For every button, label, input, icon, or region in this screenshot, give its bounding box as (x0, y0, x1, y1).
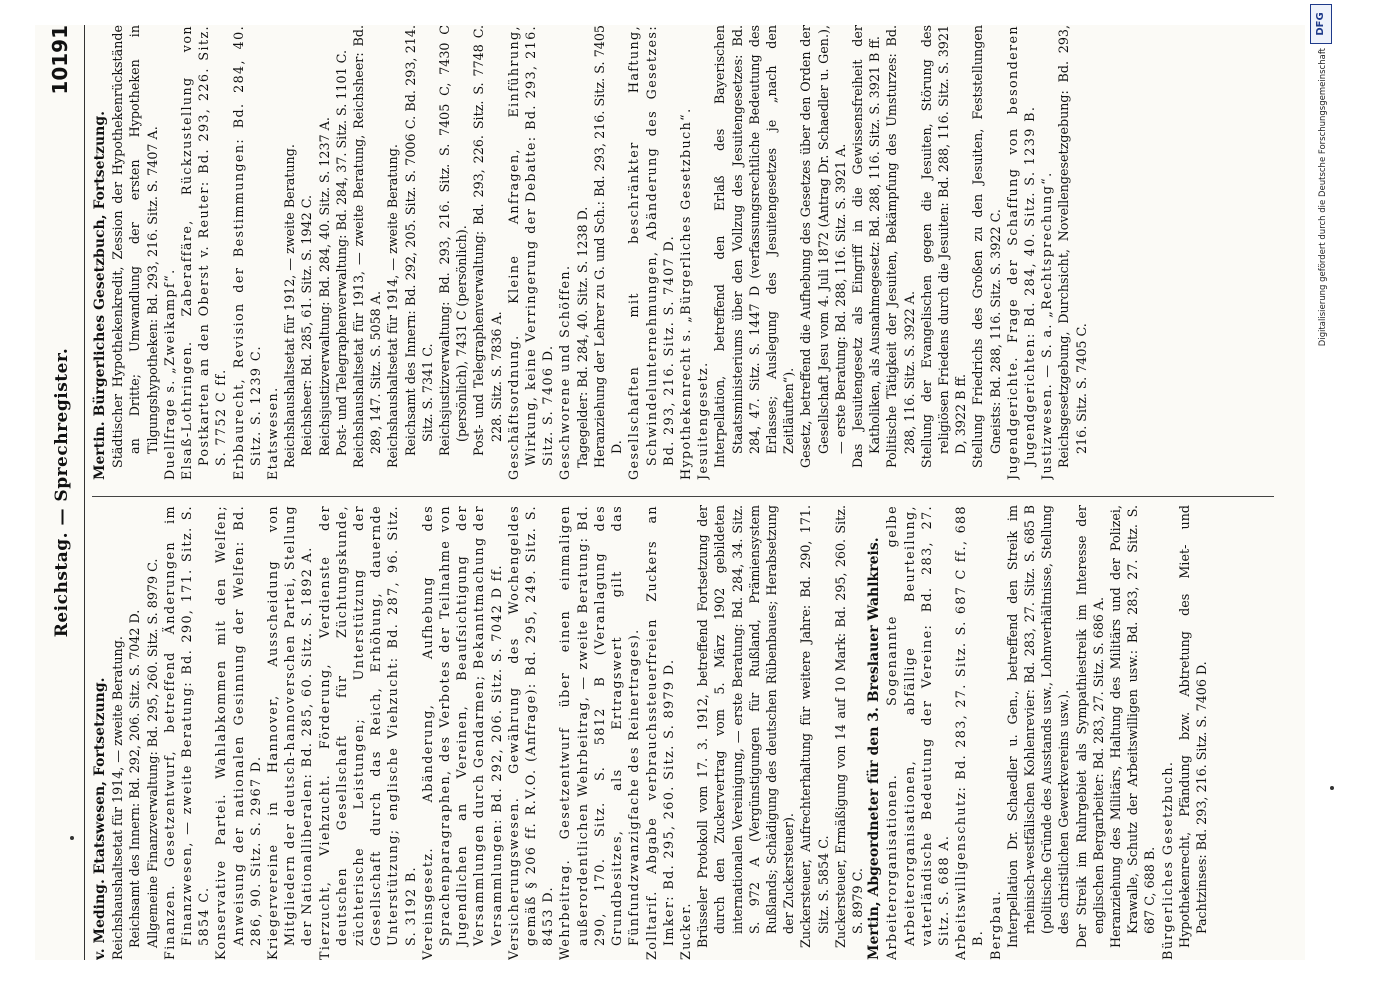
register-entry (883, 505, 952, 960)
entry-text: Zucker. (677, 902, 693, 960)
register-entry (109, 25, 161, 480)
register-entry (264, 505, 316, 960)
register-entry (1159, 505, 1176, 960)
register-entry (711, 25, 797, 480)
entry-text: Reichshaushaltsetat für 1914, — zweite Beratung. (385, 144, 401, 468)
register-entry (969, 25, 1003, 480)
entry-text: Reichshaushaltsetat für 1914, — zweite Beratung. (110, 636, 126, 960)
register-entry (677, 25, 694, 480)
entry-text: Bergbau. (987, 889, 1003, 960)
entry-text: Etatswesen. (265, 386, 281, 480)
entry-text: Elsaß-Lothringen. Zaberaffäre, Rückzustellung von Postkarten an den Oberst v. Reuter: Bd. 293, 226. Sitz. S. 7752 C ff. (179, 25, 229, 480)
entry-text: Reichsamt des Innern: Bd. 292, 205. Sitz. S. 7006 C. Bd. 293, 214. Sitz. S. 7341 C. (402, 25, 435, 456)
entry-text: Jugendgerichte. Frage der Schaffung von besonderen Jugendgerichten: Bd. 284, 40. Sitz. S. 1239 B. (1004, 25, 1037, 480)
entry-text: Duellfrage s. „Zweikampf“. (161, 268, 177, 480)
register-entry (643, 505, 677, 960)
register-entry (556, 505, 642, 960)
register-entry (316, 505, 419, 960)
entry-text: Finanzen. Gesetzentwurf, betreffend Änderungen im Finanzwesen, — zweite Beratung: Bd. 290, 171. Sitz. S. 5854 C. (161, 505, 212, 960)
register-entry (92, 25, 109, 480)
entry-text: Zuckersteuer, Aufrechterhaltung für weitere Jahre: Bd. 290, 171. Sitz. S. 5854 C. (798, 505, 831, 948)
register-entry (230, 25, 264, 480)
register-entry (1038, 25, 1055, 480)
entry-text: Versicherungswesen. Gewährung des Wochengeldes gemäß § 206 ff. R.V.O. (Anfrage): Bd. 295, 249. Sitz. S. 8453 D. (505, 505, 556, 960)
entry-text: Brüsseler Protokoll vom 17. 3. 1912, betreffend Fortsetzung der durch den Zuckervertrag vom 5. März 1902 gebildeten internationalen Vereinigung, — erste Beratung: Bd. 284, 34. Sitz. S. 972 A (Vergünstigungen für Rußland, Prämiensystem Rußlands; Schädigung des deutschen Rübenbaues; Herabsetzung der Zuckersteuer). (695, 505, 797, 948)
entry-text: Post- und Telegraphenverwaltung: Bd. 293, 226. Sitz. S. 7748 C. 228. Sitz. S. 7836 A. (471, 25, 504, 456)
register-entry (556, 25, 573, 480)
entry-text: Der Streik im Ruhrgebiet als Sympathiestreik im Interesse der englischen Bergarbeiter: Bd. 283, 27. Sitz. S. 686 A. (1073, 505, 1106, 948)
entry-text: Geschäftsordnung. Kleine Anfragen, Einführung, Wirkung, keine Verringerung der Debatte: Bd. 293, 216. Sitz. S. 7406 D. (505, 25, 556, 480)
entry-text: Interpellation, betreffend den Erlaß des Bayerischen Staatsministeriums über den Vollzug des Jesuitengesetzes: Bd. 284, 47. Sitz. S. 1447 D (verfassungsrechtliche Bedeutung des Erlasses; Auslegung des Jesuitengesetzes je „nach den Zeitläuften“). (712, 25, 797, 468)
register-entry (126, 505, 143, 960)
register-entry (694, 505, 797, 960)
entry-text: Jesuitengesetz. (695, 361, 711, 480)
register-entry (333, 25, 350, 480)
register-entry (797, 25, 849, 480)
entry-text: Gesetz, betreffend die Aufhebung des Gesetzes über den Orden der Gesellschaft Jesu vom 4. Juli 1872 (Antrag Dr. Schaedler u. Gen.), — erste Beratung: Bd. 288, 116. Sitz. S. 3921 A. (798, 25, 848, 468)
register-entry (866, 505, 883, 960)
entry-text: Hypothekenrecht, Pfändung bzw. Abtretung des Miet- und Pachtzinses: Bd. 293, 216. Sitz. S. 7406 D. (1176, 505, 1209, 948)
register-entry (161, 505, 213, 960)
entry-text: Geschworene und Schöffen. (557, 264, 573, 480)
entry-text: Tagegelder: Bd. 284, 40. Sitz. S. 1238 D. (574, 206, 590, 468)
entry-text: Stellung Friedrichs des Großen zu den Jesuiten, Feststellungen Gneists: Bd. 288, 116. Sitz. S. 3922 C. (970, 25, 1003, 468)
entry-text: Politische Tätigkeit der Jesuiten, Bekämpfung des Umsturzes: Bd. 288, 116. Sitz. S. 3922 A. (884, 25, 917, 468)
register-entry (591, 25, 625, 480)
scan-speck (70, 836, 74, 840)
register-entry (1073, 505, 1107, 960)
entry-text: Kriegervereine in Hannover, Ausscheidung von Mitgliedern der deutsch-hannoverschen Partei, Stellung der Nationalliberalen: Bd. 285, 60. Sitz. S. 1892 A. (265, 505, 315, 960)
register-entry (350, 25, 384, 480)
entry-text: Wehrbeitrag. Gesetzentwurf über einen einmaligen außerordentlichen Wehrbeitrag, — zweite Beratung: Bd. 290, 170. Sitz. S. 5812 B (Veranlagung des Grundbesitzes, als Ertragswert gilt das Fünfundzwanzigfache des Reinertrages). (557, 505, 642, 960)
register-entry (298, 25, 315, 480)
entry-text: Stellung der Evangelischen gegen die Jesuiten, Störung des religiösen Friedens durch die Jesuiten: Bd. 288, 116. Sitz. S. 3921 D, 3922 B ff. (918, 25, 969, 468)
speaker-heading: Mertin. Bürgerliches Gesetzbuch, Fortsetzung. (92, 110, 108, 480)
entry-text: Justizwesen. — S. a. „Rechtsprechung“. (1039, 171, 1055, 480)
entry-text: Reichshaushaltsetat für 1912, — zweite Beratung. (282, 144, 298, 468)
speaker-heading: v. Meding. Etatswesen, Fortsetzung. (92, 677, 108, 960)
entry-text: Heranziehung des Militärs, Haltung des Militärs und der Polizei, Krawalle, Schutz der Arbeitswilligen usw.: Bd. 283, 27. Sitz. S. 687 C, 688 B. (1107, 505, 1158, 948)
register-entry (918, 25, 970, 480)
register-entry (505, 25, 557, 480)
entry-text: Hypothekenrecht s. „Bürgerliches Gesetzbuch“. (677, 107, 693, 480)
register-entry (952, 505, 986, 960)
entry-text: Allgemeine Finanzverwaltung: Bd. 295, 260. Sitz. S. 8979 C. (144, 558, 160, 948)
entry-text: Zolltarif. Abgabe verbrauchssteuerfreien Zuckers an Imker: Bd. 295, 260. Sitz. S. 8979 D. (643, 505, 676, 960)
entry-text: Heranziehung der Lehrer zu G. und Sch.: Bd. 293, 216. Sitz. S. 7405 D. (591, 25, 625, 468)
entry-text: Städtischer Hypothekenkredit, Zession der Hypothekenrückstände an Dritte; Umwandlung der ersten Hypotheken in Tilgungshypotheken: Bd. 293, 216. Sitz. S. 7407 A. (110, 25, 160, 468)
digitization-note: Digitalisierung gefördert durch die Deutsche Forschungsgemeinschaft (1318, 48, 1328, 347)
register-entry (436, 25, 470, 480)
right-column (92, 25, 1274, 480)
register-entry (883, 25, 917, 480)
register-entry (797, 505, 831, 960)
register-entry (849, 25, 883, 480)
register-entry (402, 25, 436, 480)
entry-text: Post- und Telegraphenverwaltung: Bd. 284, 37. Sitz. S. 1101 C. (333, 50, 349, 456)
scan-speck (1330, 786, 1334, 790)
register-entry (1004, 25, 1038, 480)
left-column (92, 505, 1274, 960)
register-entry (161, 25, 178, 480)
digitization-footer (1306, 0, 1346, 1000)
entry-text: Interpellation Dr. Schaedler u. Gen., betreffend den Streik im rheinisch-westfälischen Kohlenrevier: Bd. 283, 27. Sitz. S. 685 B (politische Gründe des Ausstands usw., Lohnverhältnisse, Stellung des christlichen Gewerkvereins usw.). (1004, 505, 1072, 948)
entry-text: Bürgerliches Gesetzbuch. (1159, 760, 1175, 960)
register-entry (694, 25, 711, 480)
register-entry (470, 25, 504, 480)
entry-text: Gesellschaften mit beschränkter Haftung, Schwindelunternehmungen, Abänderung des Gesetzes: Bd. 293, 216. Sitz. S. 7407 D. (626, 25, 676, 480)
register-entry (212, 505, 264, 960)
entry-text: Das Jesuitengesetz als Eingriff in die Gewissensfreiheit der Katholiken, als Ausnahmegesetz: Bd. 288, 116. Sitz. S. 3921 B ff. (849, 25, 883, 468)
entry-text: Reichsjustizverwaltung: Bd. 284, 40. Sitz. S. 1237 A. (316, 117, 332, 456)
register-entry (677, 505, 694, 960)
register-entry (625, 25, 677, 480)
register-entry (109, 505, 126, 960)
entry-text: Konservative Partei. Wahlabkommen mit den Welfen; Anweisung der nationalen Gesinnung der Welfen: Bd. 286, 90. Sitz. S. 2967 D. (213, 505, 263, 960)
register-entry (574, 25, 591, 480)
entry-text: Zuckersteuer, Ermäßigung von 14 auf 10 Mark: Bd. 295, 260. Sitz. S. 8979 C. (832, 505, 865, 948)
register-entry (1055, 25, 1089, 480)
register-entry (178, 25, 230, 480)
entry-text: Reichsjustizverwaltung: Bd. 293, 216. Sitz. S. 7405 C, 7430 C (persönlich), 7431 C (persönlich). (437, 25, 470, 456)
register-entry (384, 25, 401, 480)
page-number: 10191 (48, 25, 72, 95)
header-rule (84, 25, 85, 960)
entry-text: Reichsamt des Innern: Bd. 292, 206. Sitz. S. 7042 D. (127, 609, 143, 948)
running-title: Reichstag. — Sprechregister. (52, 347, 72, 638)
column-divider (92, 496, 1274, 497)
register-entry (264, 25, 281, 480)
register-entry (419, 505, 505, 960)
register-entry (144, 505, 161, 960)
entry-text: Reichsheer: Bd. 285, 61. Sitz. S. 1942 C. (299, 195, 315, 456)
register-entry (316, 25, 333, 480)
entry-text: Vereinsgesetz. Abänderung, Aufhebung des Sprachenparagraphen, des Verbotes der Teilnahme von Jugendlichen an Vereinen, Beaufsichtigung der Versammlungen durch Gendarmen; Bekanntmachung der Versammlungen: Bd. 292, 206. Sitz. S. 7042 D ff. (419, 505, 504, 960)
register-entry (1176, 505, 1210, 960)
register-entry (92, 505, 109, 960)
register-entry (832, 505, 866, 960)
register-entry (987, 505, 1004, 960)
register-entry (1004, 505, 1073, 960)
speaker-heading: Mertin, Abgeordneter für den 3. Breslauer Wahlkreis. (866, 537, 883, 960)
dfg-logo: DFG (1310, 4, 1332, 44)
page-header (42, 25, 82, 960)
entry-text: Erbbaurecht, Revision der Bestimmungen: Bd. 284, 40. Sitz. S. 1239 C. (230, 25, 263, 480)
entry-text: Arbeitswilligenschutz: Bd. 283, 27. Sitz. S. 687 C ff., 688 B. (953, 505, 986, 960)
entry-text: Reichshaushaltsetat für 1913, — zweite Beratung, Reichsheer: Bd. 289, 147. Sitz. S. 5058 A. (351, 25, 384, 468)
entry-text: Reichsgesetzgebung, Durchsicht, Novellengesetzgebung: Bd. 293, 216. Sitz. S. 7405 C. (1056, 25, 1089, 468)
register-entry (281, 25, 298, 480)
register-entry (1107, 505, 1159, 960)
entry-text: Tierzucht, Viehzucht. Förderung, Verdienste der deutschen Gesellschaft für Züchtungskunde, züchterische Leistungen; Unterstützung der Gesellschaft durch das Reich, Erhöhung, dauernde Unterstützung; englische Viehzucht: Bd. 287, 96. Sitz. S. 3192 B. (316, 505, 418, 960)
entry-text: Arbeiterorganisationen. Sogenannte gelbe Arbeiterorganisationen, abfällige Beurteilung, vaterländische Bedeutung der Vereine: Bd. 283, 27. Sitz. S. 688 A. (884, 505, 951, 960)
register-entry (505, 505, 557, 960)
